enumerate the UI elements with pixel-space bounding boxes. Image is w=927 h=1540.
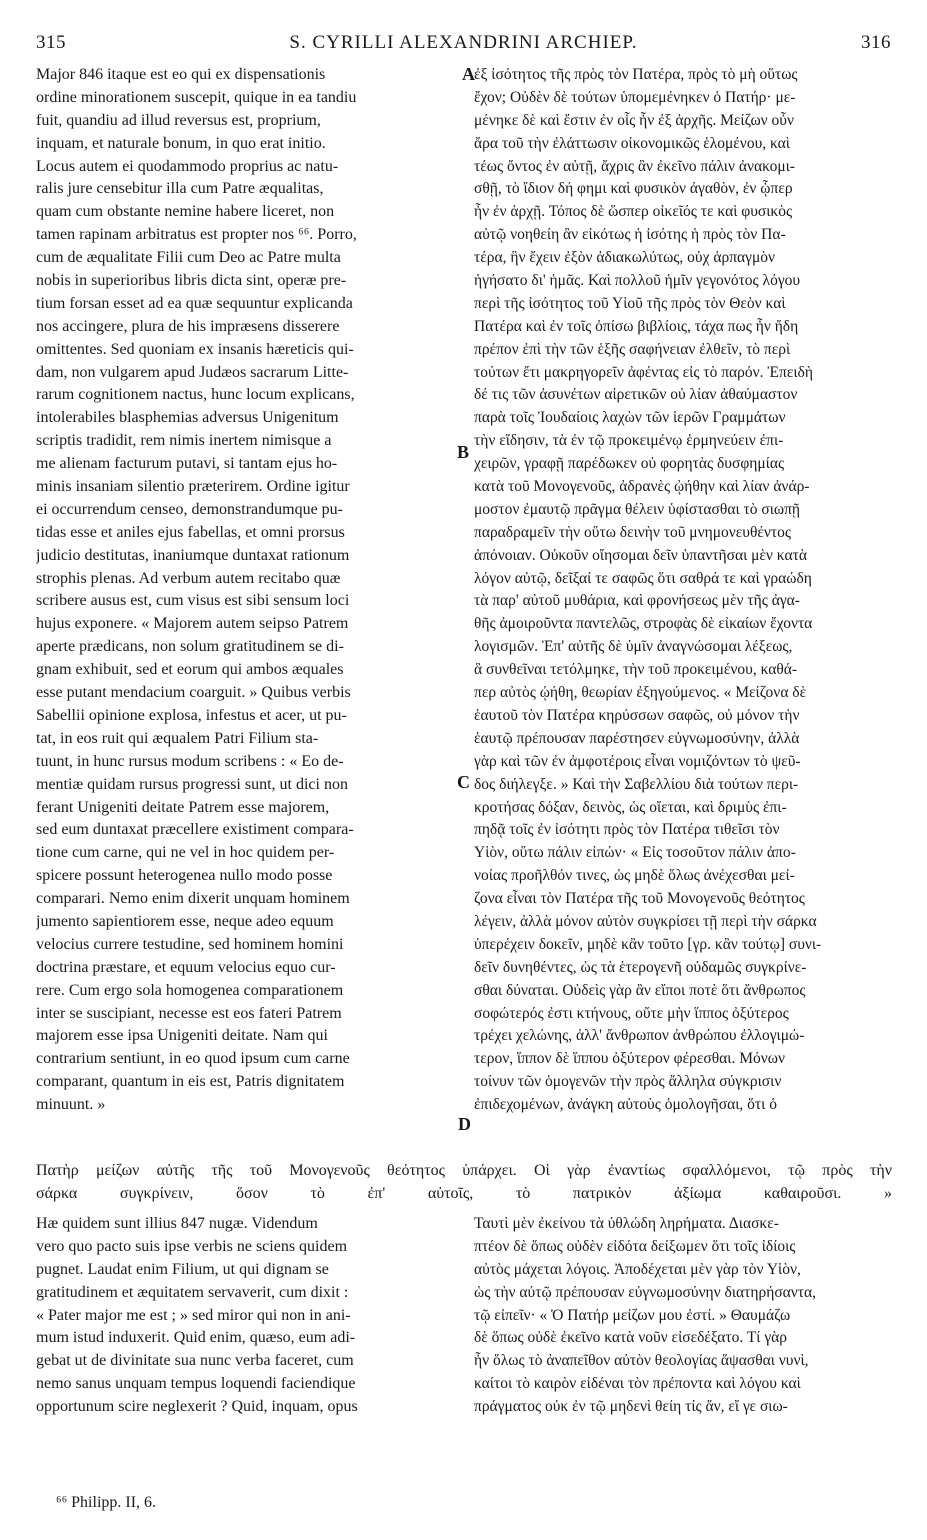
- latin-text-line: inter se suscipiant, necesse est eos fateri Patrem: [36, 1004, 342, 1022]
- greek-text-line: λογισμῶν. Ἐπ' αὐτῆς δὲ ὑμῖν ἀναγνώσομαι λέξεως,: [474, 638, 793, 656]
- latin-text-line: vero quo pacto suis ipse verbis ne sciens quidem: [36, 1237, 348, 1255]
- latin-text-line: comparant, quantum in eis est, Patris dignitatem: [36, 1073, 345, 1091]
- latin-text-line: comparari. Nemo enim dixerit unquam hominem: [36, 890, 350, 908]
- greek-column-top: [474, 64, 892, 1117]
- greek-column-bottom: [474, 1213, 892, 1419]
- latin-text-line: spicere possunt heterogenea nullo modo posse: [36, 867, 333, 885]
- page-number-right: 316: [861, 32, 891, 53]
- section-marker-a: A: [462, 64, 475, 84]
- latin-column-top: [36, 64, 462, 1117]
- latin-text-line: gebat ut de divinitate sua nunc verba faceret, cum: [36, 1352, 354, 1370]
- latin-text-line: tamen rapinam arbitratus est propter nos ⁶⁶. Porro,: [36, 226, 357, 244]
- greek-text-line: Ταυτὶ μὲν ἐκείνου τὰ ὑθλώδη ληρήματα. Διασκε-: [474, 1215, 779, 1232]
- greek-text-line: πράγματος οὐκ ἐν τῷ μηδενὶ θείη τίς ἄν, εἴ γε σιω-: [474, 1398, 788, 1416]
- latin-text-line: tuunt, in hunc rursus modum scribens : « Eo de-: [36, 752, 344, 770]
- latin-text-line: pugnet. Laudat enim Filium, ut qui dignam se: [36, 1260, 329, 1278]
- greek-text-line: περ αὐτὸς ᾠήθη, θεωρίαν ἐξηγούμενος. « Μείζονα δὲ: [474, 684, 807, 702]
- latin-text-line: gratitudinem et æquitatem servaverit, cum dixit :: [36, 1283, 349, 1301]
- greek-text-line: τοίνυν τῶν ὁμογενῶν τὴν πρὸς ἄλληλα σύγκρισιν: [474, 1073, 782, 1091]
- latin-text-line: Sabellii opinione explosa, infestus et acer, ut pu-: [36, 706, 347, 724]
- greek-text-line: ἐξ ἰσότητος τῆς πρὸς τὸν Πατέρα, πρὸς τὸ μὴ οὕτως: [474, 66, 798, 83]
- greek-text-line: ζονα εἶναι τὸν Πατέρα τῆς τοῦ Μονογενοῦς θεότητος: [474, 890, 805, 908]
- greek-text-line: λόγον αὐτῷ, δεῖξαί τε σαφῶς ὅτι σαθρά τε καὶ γραώδη: [474, 569, 812, 587]
- greek-text-line: παραδραμεῖν τὴν οὕτω δεινὴν τοῦ μνημονευθέντος: [474, 523, 792, 541]
- greek-text-line: μοστον ἐμαυτῷ πρᾶγμα θέλειν ὑφίστασθαι τὸ σιωπῇ: [474, 500, 800, 518]
- greek-text-line: ὡς τὴν αὐτῷ πρέπουσαν εὐγνωμοσύνην διατηρήσαντα,: [474, 1283, 817, 1301]
- latin-text-line: jumento sapientiorem esse, neque adeo equum: [36, 912, 334, 930]
- greek-text-line: τέρα, ἣν ἔχειν ἐξὸν ἀδιακωλύτως, οὐχ ἁρπαγμὸν: [474, 249, 776, 267]
- greek-text-line: καίτοι τὸ καιρὸν εἰδέναι τὸν πρέποντα καὶ λόγου καὶ: [474, 1375, 801, 1393]
- greek-text-line: Πατέρα καὶ ἐν τοῖς ὀπίσω βιβλίοις, τάχα πως ἦν ἤδη: [474, 317, 799, 335]
- greek-text-line: ἑαυτῷ πρέπουσαν παρέστησεν εὐγνωμοσύνην, ἀλλὰ: [474, 729, 800, 747]
- greek-text-line: μένηκε δὲ καὶ ἔστιν ἐν οἷς ἦν ἐξ ἀρχῆς. Μείζων οὖν: [474, 111, 794, 129]
- latin-text-line: ferant Unigeniti deitate Patrem esse majorem,: [36, 798, 330, 816]
- greek-text-line: θῆς ἀμοιροῦντα παντελῶς, στροφὰς δὲ εἰκαίων ἔχοντα: [474, 615, 813, 633]
- latin-text-line: nemo sanus unquam tempus loquendi faciendique: [36, 1375, 356, 1393]
- latin-text-line: minis insaniam silentio præterirem. Ordine igitur: [36, 478, 350, 496]
- latin-text-line: tium forsan esset ad ea quæ sequuntur explicanda: [36, 294, 353, 312]
- latin-text-line: nobis in superioribus libris dicta sint, operæ pre-: [36, 272, 347, 290]
- latin-text-line: cum de æqualitate Filii cum Deo ac Patre multa: [36, 249, 341, 267]
- greek-text-line: αὐτῷ νοηθείη ἂν εἰκότως ἡ ἰσότης ἡ πρὸς τὸν Πα-: [474, 226, 786, 244]
- latin-text-line: inquam, et naturale bonum, in quo erat initio.: [36, 134, 326, 152]
- latin-text-line: velocius currere testudine, sed hominem homini: [36, 935, 344, 953]
- greek-text-line: ἡγήσατο δι' ἡμᾶς. Καὶ πολλοῦ ἡμῖν γεγονότος λόγου: [474, 272, 801, 290]
- latin-text-line: tione cum carne, qui ne vel in hoc quidem per-: [36, 844, 335, 862]
- latin-text-line: judicio destitutas, inaniumque duntaxat rationum: [36, 546, 350, 564]
- greek-text-line: σάρκα συγκρίνειν, ὅσον τὸ ἐπ' αὐτοῖς, τὸ πατρικὸν ἀξίωμα καθαιροῦσι. »: [36, 1184, 892, 1202]
- greek-text-line: πρέπον ἐπὶ τὴν τῶν ἑξῆς σαφήνειαν ἐλθεῖν, τὸ περὶ: [474, 340, 791, 358]
- latin-text-line: contrarium sentiunt, in eo quod ipsum cum carne: [36, 1050, 350, 1068]
- latin-text-line: quam cum obstante nemine habere liceret, non: [36, 203, 335, 221]
- greek-text-line: ὑπερέχειν δοκεῖν, μηδὲ κἂν τοῦτο [γρ. κἂν τούτῳ] συνι-: [474, 935, 822, 953]
- greek-text-line: αὐτὸς μάχεται λόγοις. Ἀποδέχεται μὲν γὰρ τὸν Υἱὸν,: [474, 1260, 801, 1278]
- greek-text-line: τὴν εἴδησιν, τὰ ἐν τῷ προκειμένῳ ἑρμηνεύειν ἐπι-: [474, 432, 784, 450]
- greek-text-line: ἄρα τοῦ τὴν ἐλάττωσιν οἰκονομικῶς ἑλομένου, καὶ: [474, 134, 790, 152]
- latin-text-line: ralis jure censebitur illa cum Patre æqualitas,: [36, 180, 324, 198]
- latin-text-line: opportunum scire neglexerit ? Quid, inquam, opus: [36, 1398, 358, 1416]
- greek-text-line: σθῇ, τὸ ἴδιον δή φημι καὶ φυσικὸν ἀγαθὸν, ἐν ᾧπερ: [474, 180, 793, 198]
- latin-text-line: me alienam facturum putavi, si tantam ejus ho-: [36, 455, 338, 473]
- greek-text-line: περὶ τῆς ἰσότητος τοῦ Υἱοῦ τῆς πρὸς τὸν Θεὸν καὶ: [474, 294, 786, 312]
- greek-text-line: τερον, ἵππον δὲ ἵππου ὀξύτερον φέρεσθαι. Μόνων: [474, 1050, 785, 1068]
- greek-text-line: ἀπόνοιαν. Οὐκοῦν οἴησομαι δεῖν ὑπαντῆσαι μὲν κατὰ: [474, 546, 807, 564]
- latin-text-line: sed eum duntaxat præcellere existiment compara-: [36, 821, 354, 839]
- latin-text-line: strophis plenas. Ad verbum autem recitabo quæ: [36, 569, 341, 587]
- greek-text-line: δὲ ὅπως οὐδὲ ἐκεῖνο κατὰ νοῦν εἰσεδέξατο. Τί γὰρ: [474, 1329, 788, 1347]
- latin-text-line: « Pater major me est ; » sed miror qui non in ani-: [36, 1306, 351, 1324]
- greek-text-line: κροτήσας δόξαν, δεινὸς, ὡς οἴεται, καὶ δριμὺς ἐπι-: [474, 798, 787, 816]
- greek-text-line: τρέχει χελώνης, ἀλλ' ἄνθρωπον ἀνθρώπου ἐλλογιμώ-: [474, 1027, 805, 1045]
- greek-full-width-lines: [36, 1160, 892, 1206]
- latin-text-line: aperte prædicans, non solum gratitudinem se di-: [36, 638, 344, 656]
- latin-text-line: fuit, quandiu ad illud reversus est, proprium,: [36, 111, 321, 129]
- latin-text-line: doctrina præstare, et equum velocius equo cur-: [36, 958, 336, 976]
- latin-text-line: intolerabiles blasphemias adversus Unigenitum: [36, 409, 339, 427]
- page-number-left: 315: [36, 32, 66, 53]
- latin-text-line: nos accingere, plura de his impræsens disserere: [36, 317, 340, 335]
- greek-text-line: δος διήλεγξε. » Καὶ τὴν Σαβελλίου διὰ τούτων περι-: [474, 775, 799, 793]
- greek-text-line: πτέον δὲ ὅπως οὐδὲν εἰδότα δείξωμεν ὅτι τοῖς ἰδίοις: [474, 1237, 796, 1255]
- footnote: ⁶⁶ Philipp. II, 6.: [56, 1494, 157, 1511]
- greek-text-line: δέ τις τῶν ἀσυνέτων αἱρετικῶν οὐ λίαν ἀθαύμαστον: [474, 386, 798, 404]
- greek-text-line: τούτων ἔτι μακρηγορεῖν ἀφέντας εἰς τὸ παρόν. Ἐπειδὴ: [474, 363, 813, 381]
- latin-text-line: gnam exhibuit, sed et eorum qui ambos æquales: [36, 661, 344, 679]
- running-title: S. CYRILLI ALEXANDRINI ARCHIEP.: [289, 32, 638, 53]
- latin-text-line: tat, in eos ruit qui æqualem Patri Filium sta-: [36, 729, 319, 747]
- latin-text-line: Hæ quidem sunt illius 847 nugæ. Videndum: [36, 1215, 318, 1232]
- latin-text-line: dam, non vulgarem apud Judæos sacrarum Litte-: [36, 363, 349, 381]
- latin-text-line: majorem esse ipsa Unigeniti deitate. Nam qui: [36, 1027, 328, 1045]
- latin-column-bottom: [36, 1213, 462, 1419]
- greek-text-line: Πατὴρ μείζων αὐτῆς τῆς τοῦ Μονογενοῦς θεότητος ὑπάρχει. Οἱ γὰρ ἐναντίως σφαλλόμενοι, τῷ πρὸς τὴν: [36, 1162, 892, 1179]
- greek-text-line: σοφώτερός ἐστι κτήνους, οὔτε μὴν ἵππος ὀξύτερος: [474, 1004, 789, 1022]
- latin-text-line: esse putant mendacium coarguit. » Quibus verbis: [36, 684, 351, 702]
- greek-text-line: πηδᾷ τοῖς ἐν ἰσότητι πρὸς τὸν Πατέρα τιθεῖσι τὸν: [474, 821, 780, 839]
- latin-text-line: minuunt. »: [36, 1096, 106, 1114]
- greek-text-line: δεῖν δυνηθέντες, ὡς τὰ ἑτερογενῆ οὐδαμῶς συγκρίνε-: [474, 958, 807, 976]
- section-marker-b: B: [457, 442, 470, 462]
- latin-text-line: tidas esse et aniles ejus fabellas, et omni prorsus: [36, 523, 345, 541]
- greek-text-line: χειρῶν, γραφῇ παρέδωκεν οὐ φορητὰς δυσφημίας: [474, 455, 785, 473]
- greek-text-line: ἦν ἐν ἀρχῇ. Τόπος δὲ ὥσπερ οἰκεῖός τε καὶ φυσικὸς: [474, 203, 793, 221]
- latin-text-line: rere. Cum ergo sola homogenea comparationem: [36, 981, 344, 999]
- latin-text-line: ei occurrendum censeo, demonstrandumque pu-: [36, 500, 344, 518]
- latin-text-line: rarum cognitionem nactus, hunc locum explicans,: [36, 386, 355, 404]
- greek-text-line: ἑαυτοῦ τὸν Πατέρα κηρύσσων σαφῶς, οὐ μόνον τὴν: [474, 706, 800, 724]
- greek-text-line: κατὰ τοῦ Μονογενοῦς, ἀδρανὲς ᾠήθην καὶ λίαν ἀνάρ-: [474, 478, 810, 496]
- greek-text-line: ἃ συνθεῖναι τετόλμηκε, τὴν τοῦ προκειμένου, καθά-: [474, 661, 798, 679]
- greek-text-line: τὰ παρ' αὐτοῦ μυθάρια, καὶ φρονήσεως μὲν τῆς ἀγα-: [474, 592, 800, 610]
- latin-text-line: mum istud induxerit. Quid enim, quæso, eum adi-: [36, 1329, 356, 1347]
- section-marker-c: C: [457, 772, 470, 792]
- latin-text-line: ordine minorationem suscepit, quique in ea tandiu: [36, 88, 357, 106]
- greek-text-line: τέως ὄντος ἐν αὐτῇ, ἄχρις ἂν ἐκεῖνο πάλιν ἀνακομι-: [474, 157, 795, 175]
- latin-text-line: Major 846 itaque est eo qui ex dispensationis: [36, 66, 326, 83]
- greek-text-line: σθαι δύναται. Οὐδεὶς γὰρ ἂν εἴποι ποτὲ ὅτι ἄνθρωπος: [474, 981, 806, 999]
- greek-text-line: Υἱὸν, οὕτω πάλιν εἰπών· « Εἰς τοσοῦτον πάλιν ἀπο-: [474, 844, 796, 862]
- greek-text-line: ἦν ὅλως τὸ ἀναπεῖθον αὐτὸν θεολογίας ἅψασθαι νυνὶ,: [474, 1352, 809, 1370]
- greek-text-line: τῷ εἰπεῖν· « Ὁ Πατήρ μείζων μου ἐστί. » Θαυμάζω: [474, 1306, 791, 1324]
- greek-text-line: ἐπιδεχομένων, ἀνάγκη αὐτοὺς ὁμολογῆσαι, ὅτι ὁ: [474, 1096, 777, 1114]
- latin-text-line: Locus autem ei quodammodo proprius ac natu-: [36, 157, 339, 175]
- greek-text-line: λέγειν, ἀλλὰ μόνον αὐτὸν συγκρίσει τῇ περὶ τὴν σάρκα: [474, 912, 817, 930]
- section-marker-d: D: [458, 1114, 471, 1134]
- latin-text-line: scriptis tradidit, rem nimis inertem nimisque a: [36, 432, 332, 450]
- latin-text-line: hujus exponere. « Majorem autem seipso Patrem: [36, 615, 349, 633]
- latin-text-line: omittentes. Sed quoniam ex insanis hæreticis qui-: [36, 340, 354, 358]
- latin-text-line: mentiæ quidam rursus progressi sunt, ut dici non: [36, 775, 348, 793]
- greek-text-line: ἔχον; Οὐδὲν δὲ τούτων ὑπομεμένηκεν ὁ Πατήρ· με-: [474, 88, 796, 106]
- greek-text-line: παρὰ τοῖς Ἰουδαίοις λαχὼν τῶν ἱερῶν Γραμμάτων: [474, 409, 786, 427]
- greek-text-line: γὰρ καὶ τῶν ἐν ἀμφοτέροις εἶναι νομιζόντων τὸ ψεῦ-: [474, 752, 801, 770]
- latin-text-line: scribere ausus est, cum visus est sibi sensum loci: [36, 592, 350, 610]
- greek-text-line: νοίας προῆλθόν τινες, ὡς μηδὲ ὅλως ἀνέχεσθαι μεί-: [474, 867, 795, 885]
